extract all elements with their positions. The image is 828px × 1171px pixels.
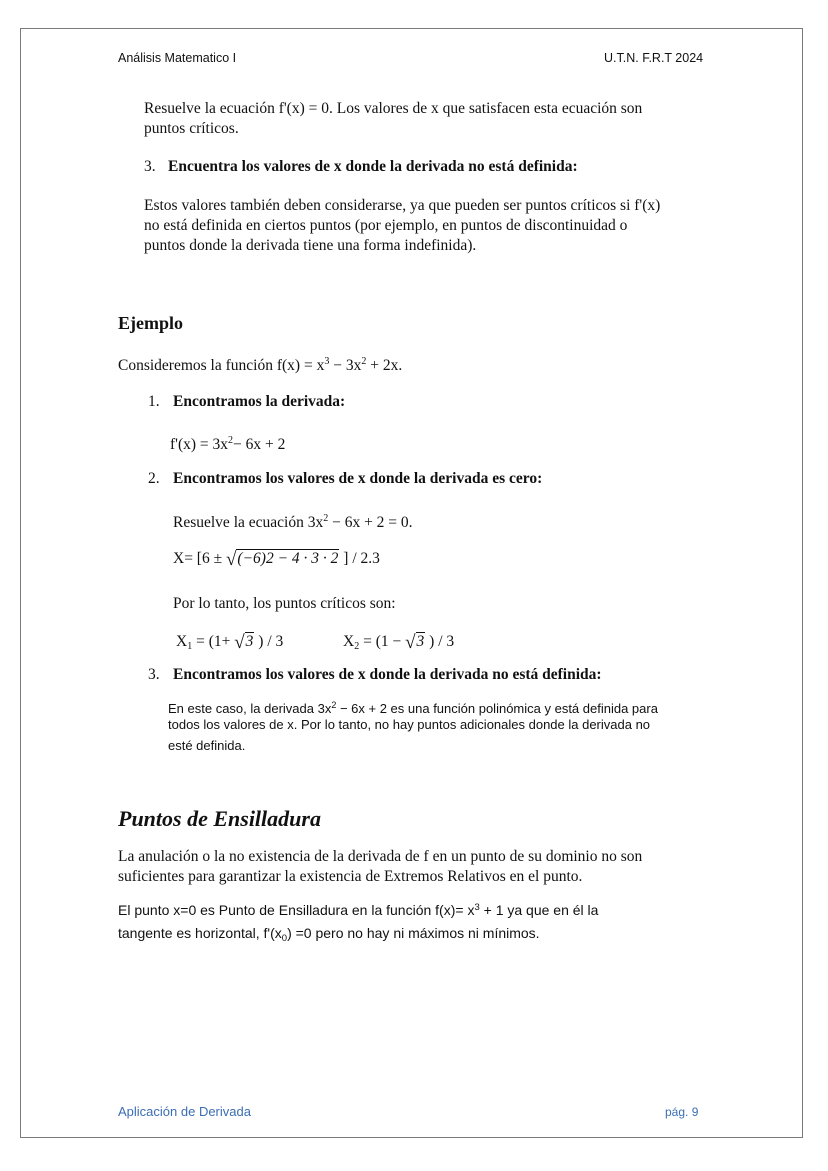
critical-point-x1: $X_1 = (1+ √3$ ) / 3 [176,632,284,653]
step3-line-2: todos los valores de x. Por lo tanto, no hay puntos adicionales donde la derivada no [168,717,651,732]
saddle-p1-line-2: suficientes para garantizar la existencia de Extremos Relativos en el punto. [118,868,583,885]
step1-formula: $f'(x) = 3x^2- 6x + 2$ [170,435,286,453]
saddle-heading: Puntos de Ensilladura [118,806,321,831]
sqrt-symbol: √ [405,632,416,653]
step2-equation: Resuelve la ecuación $3x^2 - 6x + 2 = 0$. [173,513,413,531]
header-left: Análisis Matematico I [118,51,237,65]
step1-number: 1. [148,393,160,410]
step3-top-title: Encuentra los valores de x donde la derivada no está definida: [168,158,578,175]
step2-conclusion: Por lo tanto, los puntos críticos son: [173,595,396,612]
step1-title: Encontramos la derivada: [173,393,346,410]
example-intro: Consideremos la función $f(x) = x^3 - 3x^2 + 2x$. [118,356,403,374]
header-right: U.T.N. F.R.T 2024 [604,51,704,65]
footer-left: Aplicación de Derivada [118,1104,251,1119]
step3-top-line-2: no está definida en ciertos puntos (por ejemplo, en puntos de discontinuidad o [144,217,628,234]
page-frame [20,28,803,1138]
step2-quadratic-formula: X= [6 ± √(−6)2 − 4 · 3 · 2 ] / 2.3 [173,549,380,570]
step3-top-line-1: Estos valores también deben considerarse, ya que pueden ser puntos críticos si f'(x) [144,197,661,214]
intro-line-1: Resuelve la ecuación f'(x) = 0. Los valores de x que satisfacen esta ecuación son [144,100,643,117]
step3-title: Encontramos los valores de x donde la derivada no está definida: [173,666,602,683]
example-heading: Ejemplo [118,313,183,333]
critical-point-x2: $X_2 = (1 - √3$ ) / 3 [343,632,455,653]
sqrt-symbol: √ [225,549,237,570]
step3-top-line-3: puntos donde la derivada tiene una forma indefinida). [144,237,477,254]
saddle-p2-line-2: tangente es horizontal, $f'(x_0) =0$ pero no hay ni máximos ni mínimos. [118,925,540,944]
sqrt-symbol: √ [234,632,245,653]
step3-top-number: 3. [144,158,156,175]
saddle-p2-line-1: El punto x=0 es Punto de Ensilladura en la función $f(x)= x^3 + 1$ ya que en él la [118,902,599,918]
step2-title: Encontramos los valores de x donde la derivada es cero: [173,470,543,487]
step2-number: 2. [148,470,160,487]
step3-number: 3. [148,666,160,683]
page-number: pág. 9 [665,1105,699,1119]
intro-line-2: puntos críticos. [144,120,239,137]
step3-line-1: En este caso, la derivada $3x^2 - 6x + 2$ es una función polinómica y está definida para [168,700,658,716]
saddle-p1-line-1: La anulación o la no existencia de la derivada de f en un punto de su dominio no son [118,848,643,865]
step3-line-3: esté definida. [168,738,246,753]
